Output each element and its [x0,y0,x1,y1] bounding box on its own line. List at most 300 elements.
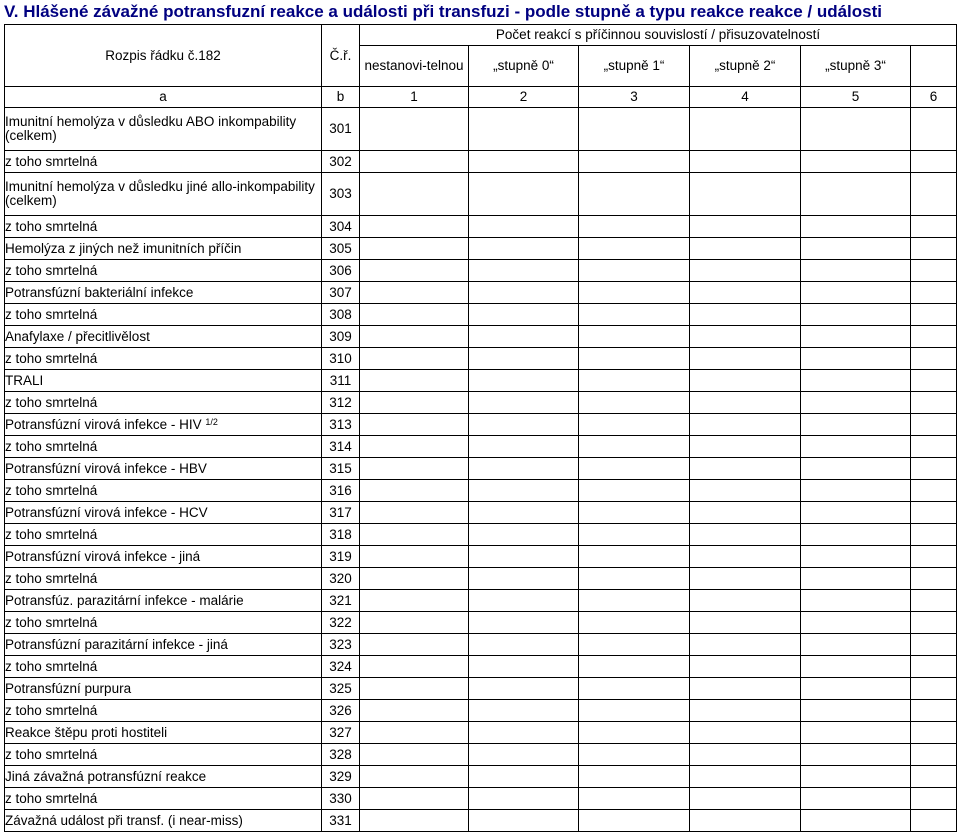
row-code: 304 [322,216,360,238]
value-cell[interactable] [911,108,957,151]
value-cell[interactable] [690,700,801,722]
row-label-text: Reakce štěpu proti hostiteli [5,724,168,740]
value-cell[interactable] [469,326,579,348]
row-code: 322 [322,612,360,634]
value-cell[interactable] [360,722,469,744]
value-cell[interactable] [360,282,469,304]
value-cell[interactable] [360,634,469,656]
value-cell[interactable] [579,370,690,392]
row-code: 319 [322,546,360,568]
value-cell[interactable] [579,722,690,744]
row-code: 318 [322,524,360,546]
row-label-text: Závažná událost při transf. (i near-miss) [5,812,243,828]
value-cell[interactable] [801,326,911,348]
row-code: 315 [322,458,360,480]
value-cell[interactable] [801,590,911,612]
value-cell[interactable] [579,810,690,832]
value-cell[interactable] [911,238,957,260]
value-cell[interactable] [360,151,469,173]
row-label-text: Hemolýza z jiných než imunitních příčin [5,240,242,256]
row-label-text: z toho smrtelná [5,614,98,630]
value-cell[interactable] [690,634,801,656]
value-cell[interactable] [911,678,957,700]
value-cell[interactable] [360,502,469,524]
value-cell[interactable] [690,788,801,810]
row-label-text: z toho smrtelná [5,262,98,278]
value-cell[interactable] [360,590,469,612]
row-label [5,326,322,348]
value-cell[interactable] [360,700,469,722]
row-label [5,502,322,524]
row-label [5,634,322,656]
value-cell[interactable] [360,370,469,392]
row-label [5,370,322,392]
value-cell[interactable] [579,480,690,502]
row-label-text: z toho smrtelná [5,746,98,762]
row-label [5,414,322,436]
value-cell[interactable] [801,216,911,238]
value-cell[interactable] [579,260,690,282]
row-label-text: Imunitní hemolýza v důsledku jiné allo-inkompability (celkem) [5,179,315,208]
value-cell[interactable] [690,348,801,370]
value-cell[interactable] [469,744,579,766]
value-cell[interactable] [690,722,801,744]
row-label-text: z toho smrtelná [5,306,98,322]
table-row [5,590,957,612]
row-label [5,480,322,502]
row-label-text: Imunitní hemolýza v důsledku ABO inkompability (celkem) [5,114,297,143]
value-cell[interactable] [360,678,469,700]
row-code: 326 [322,700,360,722]
value-cell[interactable] [579,238,690,260]
value-cell[interactable] [690,480,801,502]
value-cell[interactable] [579,216,690,238]
value-cell[interactable] [801,722,911,744]
table-row [5,502,957,524]
value-cell[interactable] [690,392,801,414]
table-row [5,151,957,173]
value-cell[interactable] [579,568,690,590]
value-cell[interactable] [579,108,690,151]
value-cell[interactable] [911,810,957,832]
value-cell[interactable] [690,436,801,458]
value-cell[interactable] [911,151,957,173]
value-cell[interactable] [469,700,579,722]
row-label [5,392,322,414]
row-label-text: TRALI [5,372,44,388]
value-cell[interactable] [469,458,579,480]
value-cell[interactable] [469,722,579,744]
value-cell[interactable] [469,656,579,678]
value-cell[interactable] [801,370,911,392]
table-row [5,722,957,744]
value-cell[interactable] [911,480,957,502]
value-cell[interactable] [469,414,579,436]
value-cell[interactable] [579,590,690,612]
row-label-text: Potransfúzní bakteriální infekce [5,284,194,300]
row-code: 331 [322,810,360,832]
row-label-text: Potransfúzní purpura [5,680,132,696]
row-code: 316 [322,480,360,502]
row-label [5,700,322,722]
table-row [5,612,957,634]
value-cell[interactable] [360,766,469,788]
row-code: 314 [322,436,360,458]
row-label [5,238,322,260]
table-row [5,788,957,810]
value-cell[interactable] [690,151,801,173]
row-code: 313 [322,414,360,436]
value-cell[interactable] [801,766,911,788]
value-cell[interactable] [360,392,469,414]
row-code: 307 [322,282,360,304]
row-label-text: Jiná závažná potransfúzní reakce [5,768,207,784]
table-row [5,216,957,238]
row-label [5,173,322,216]
col-grade0-header: „stupně 0“ [469,46,579,87]
table-row [5,348,957,370]
value-cell[interactable] [579,634,690,656]
row-code: 321 [322,590,360,612]
row-label [5,524,322,546]
table-row [5,392,957,414]
value-cell[interactable] [360,458,469,480]
table-row [5,700,957,722]
row-label-text: Potransfúzní virová infekce - HIV [5,416,202,432]
value-cell[interactable] [801,151,911,173]
value-cell[interactable] [469,436,579,458]
value-cell[interactable] [579,546,690,568]
value-cell[interactable] [579,524,690,546]
value-cell[interactable] [911,414,957,436]
value-cell[interactable] [469,546,579,568]
row-label-text: z toho smrtelná [5,702,98,718]
value-cell[interactable] [690,173,801,216]
value-cell[interactable] [690,656,801,678]
value-cell[interactable] [690,238,801,260]
value-cell[interactable] [801,238,911,260]
value-cell[interactable] [690,546,801,568]
value-cell[interactable] [690,766,801,788]
value-cell[interactable] [911,436,957,458]
value-cell[interactable] [469,282,579,304]
value-cell[interactable] [360,216,469,238]
row-label [5,216,322,238]
value-cell[interactable] [469,173,579,216]
value-cell[interactable] [579,151,690,173]
row-code: 306 [322,260,360,282]
value-cell[interactable] [579,414,690,436]
value-cell[interactable] [801,108,911,151]
value-cell[interactable] [579,788,690,810]
value-cell[interactable] [579,392,690,414]
value-cell[interactable] [469,568,579,590]
value-cell[interactable] [911,392,957,414]
col-blank-header [911,46,957,87]
value-cell[interactable] [690,260,801,282]
column-key: 3 [579,87,690,108]
value-cell[interactable] [911,370,957,392]
value-cell[interactable] [360,108,469,151]
value-cell[interactable] [801,634,911,656]
row-label [5,678,322,700]
row-code: 301 [322,108,360,151]
value-cell[interactable] [911,282,957,304]
row-label-text: Potransfúzní parazitární infekce - jiná [5,636,228,652]
value-cell[interactable] [911,788,957,810]
value-cell[interactable] [690,810,801,832]
row-label [5,282,322,304]
value-cell[interactable] [801,546,911,568]
value-cell[interactable] [911,260,957,282]
value-cell[interactable] [360,524,469,546]
row-label-text: z toho smrtelná [5,394,98,410]
value-cell[interactable] [801,502,911,524]
value-cell[interactable] [360,436,469,458]
col-grade3-header: „stupně 3“ [801,46,911,87]
value-cell[interactable] [469,810,579,832]
value-cell[interactable] [911,700,957,722]
value-cell[interactable] [690,282,801,304]
value-cell[interactable] [911,634,957,656]
value-cell[interactable] [911,326,957,348]
value-cell[interactable] [579,766,690,788]
row-code: 303 [322,173,360,216]
value-cell[interactable] [360,744,469,766]
value-cell[interactable] [579,612,690,634]
value-cell[interactable] [469,108,579,151]
value-cell[interactable] [690,744,801,766]
value-cell[interactable] [360,810,469,832]
value-cell[interactable] [911,590,957,612]
value-cell[interactable] [911,546,957,568]
value-cell[interactable] [469,788,579,810]
value-cell[interactable] [801,480,911,502]
col-undetermined-header: nestanovi-telnou [360,46,469,87]
value-cell[interactable] [690,326,801,348]
value-cell[interactable] [469,766,579,788]
table-row [5,260,957,282]
row-label [5,458,322,480]
table-row [5,414,957,436]
table-row [5,304,957,326]
value-cell[interactable] [579,700,690,722]
row-code: 310 [322,348,360,370]
value-cell[interactable] [690,216,801,238]
value-cell[interactable] [911,502,957,524]
value-cell[interactable] [360,326,469,348]
table-row [5,173,957,216]
value-cell[interactable] [579,304,690,326]
row-code: 305 [322,238,360,260]
value-cell[interactable] [911,524,957,546]
row-code: 311 [322,370,360,392]
value-cell[interactable] [911,656,957,678]
value-cell[interactable] [801,458,911,480]
row-code: 325 [322,678,360,700]
column-key: 5 [801,87,911,108]
table-row [5,480,957,502]
value-cell[interactable] [690,612,801,634]
row-label [5,766,322,788]
value-cell[interactable] [579,656,690,678]
row-label [5,612,322,634]
value-cell[interactable] [911,304,957,326]
row-label-text: Potransfúzní virová infekce - HBV [5,460,207,476]
value-cell[interactable] [801,282,911,304]
value-cell[interactable] [911,458,957,480]
row-code: 302 [322,151,360,173]
value-cell[interactable] [801,348,911,370]
row-label-text: z toho smrtelná [5,153,98,169]
value-cell[interactable] [690,568,801,590]
value-cell[interactable] [690,502,801,524]
column-key-row [5,87,957,108]
row-label [5,436,322,458]
table-row [5,656,957,678]
value-cell[interactable] [801,700,911,722]
value-cell[interactable] [801,656,911,678]
table-row [5,810,957,832]
value-cell[interactable] [690,108,801,151]
value-cell[interactable] [579,744,690,766]
value-cell[interactable] [801,744,911,766]
value-cell[interactable] [360,348,469,370]
value-cell[interactable] [579,502,690,524]
value-cell[interactable] [801,612,911,634]
row-label [5,744,322,766]
value-cell[interactable] [911,173,957,216]
value-cell[interactable] [801,392,911,414]
value-cell[interactable] [911,744,957,766]
row-code: 329 [322,766,360,788]
value-cell[interactable] [469,634,579,656]
row-label [5,304,322,326]
value-cell[interactable] [911,612,957,634]
row-label [5,590,322,612]
row-label-text: z toho smrtelná [5,438,98,454]
value-cell[interactable] [801,788,911,810]
row-code: 320 [322,568,360,590]
value-cell[interactable] [801,524,911,546]
row-label-text: Potransfúz. parazitární infekce - malárie [5,592,244,608]
value-cell[interactable] [360,568,469,590]
value-cell[interactable] [690,414,801,436]
value-cell[interactable] [469,370,579,392]
value-cell[interactable] [469,612,579,634]
value-cell[interactable] [360,304,469,326]
value-cell[interactable] [801,414,911,436]
value-cell[interactable] [360,656,469,678]
row-code: 328 [322,744,360,766]
table-row [5,524,957,546]
report-table [4,24,957,832]
value-cell[interactable] [579,282,690,304]
value-cell[interactable] [469,238,579,260]
value-cell[interactable] [579,678,690,700]
value-cell[interactable] [469,524,579,546]
value-cell[interactable] [801,436,911,458]
value-cell[interactable] [360,260,469,282]
row-label [5,108,322,151]
value-cell[interactable] [579,436,690,458]
table-row [5,282,957,304]
value-cell[interactable] [469,678,579,700]
value-cell[interactable] [690,458,801,480]
row-label [5,656,322,678]
value-cell[interactable] [579,348,690,370]
row-code: 324 [322,656,360,678]
table-row [5,766,957,788]
table-row [5,370,957,392]
value-cell[interactable] [690,370,801,392]
value-cell[interactable] [360,238,469,260]
value-cell[interactable] [469,480,579,502]
value-cell[interactable] [469,502,579,524]
row-label [5,568,322,590]
value-cell[interactable] [469,392,579,414]
value-cell[interactable] [360,546,469,568]
table-row [5,326,957,348]
value-cell[interactable] [801,810,911,832]
table-row [5,634,957,656]
row-code: 330 [322,788,360,810]
value-cell[interactable] [360,612,469,634]
value-cell[interactable] [690,590,801,612]
row-label [5,546,322,568]
value-cell[interactable] [801,568,911,590]
value-cell[interactable] [469,260,579,282]
row-label-text: z toho smrtelná [5,570,98,586]
value-cell[interactable] [360,788,469,810]
value-cell[interactable] [579,326,690,348]
value-cell[interactable] [690,304,801,326]
column-key: b [322,87,360,108]
value-cell[interactable] [690,678,801,700]
table-row [5,546,957,568]
value-cell[interactable] [911,568,957,590]
row-label [5,151,322,173]
value-cell[interactable] [690,524,801,546]
value-cell[interactable] [469,348,579,370]
column-key: 6 [911,87,957,108]
row-breakdown-header: Rozpis řádku č.182 [5,25,322,87]
value-cell[interactable] [911,216,957,238]
row-label-text: Potransfúzní virová infekce - jiná [5,548,201,564]
value-cell[interactable] [360,414,469,436]
value-cell[interactable] [469,304,579,326]
value-cell[interactable] [801,304,911,326]
footnote-ref: 1/2 [205,416,218,427]
row-label-text: z toho smrtelná [5,526,98,542]
value-cell[interactable] [360,173,469,216]
value-cell[interactable] [911,722,957,744]
row-label-text: z toho smrtelná [5,482,98,498]
value-cell[interactable] [579,458,690,480]
value-cell[interactable] [911,766,957,788]
value-cell[interactable] [911,348,957,370]
value-cell[interactable] [801,260,911,282]
value-cell[interactable] [469,216,579,238]
value-cell[interactable] [801,678,911,700]
value-cell[interactable] [469,590,579,612]
table-row [5,744,957,766]
value-cell[interactable] [579,173,690,216]
value-cell[interactable] [469,151,579,173]
value-cell[interactable] [360,480,469,502]
group-header: Počet reakcí s příčinnou souvislostí / přisuzovatelností [360,25,957,46]
value-cell[interactable] [801,173,911,216]
